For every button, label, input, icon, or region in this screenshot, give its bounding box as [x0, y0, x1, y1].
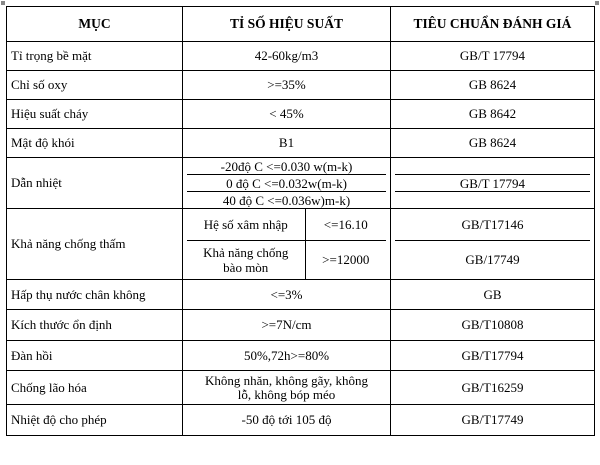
permeability-item: Khả năng chống thấm	[7, 209, 183, 280]
table-row	[7, 341, 595, 371]
row-value: B1	[183, 129, 391, 158]
corner-mark-top-right	[595, 1, 599, 5]
row-value: 50%,72h>=80%	[183, 341, 391, 371]
row-item: Chỉ số oxy	[7, 71, 183, 100]
table-row	[7, 71, 595, 100]
permeability-standard: GB/T17146	[395, 209, 590, 241]
thermal-standard: GB/T 17794	[395, 175, 590, 192]
row-item: Kích thước ổn định	[7, 310, 183, 341]
sub-label-line: bào mòn	[223, 260, 269, 275]
permeability-row	[7, 209, 595, 280]
row-standard: GB	[391, 280, 595, 310]
aging-standard: GB/T16259	[391, 371, 595, 405]
row-value: < 45%	[183, 100, 391, 129]
permeability-sub-value: <=16.10	[305, 209, 386, 241]
specification-table	[6, 6, 595, 436]
row-standard: GB 8624	[391, 71, 595, 100]
header-row	[7, 7, 595, 42]
thermal-value: 0 độ C <=0.032w(m-k)	[187, 175, 386, 192]
corner-mark-top-left	[1, 1, 5, 5]
thermal-value: 40 độ C <=0.036w)m-k)	[222, 192, 351, 208]
thermal-standard	[395, 192, 590, 209]
permeability-subtable	[183, 209, 391, 280]
row-item: Mật độ khói	[7, 129, 183, 158]
thermal-standards	[391, 158, 595, 209]
row-standard: GB 8642	[391, 100, 595, 129]
table-row	[7, 129, 595, 158]
aging-value-line: Không nhăn, không gãy, không	[204, 372, 369, 388]
row-value: 42-60kg/m3	[183, 42, 391, 71]
thermal-item: Dẫn nhiệt	[7, 158, 183, 209]
sub-label-line: Khả năng chống	[203, 245, 289, 260]
table-row	[7, 42, 595, 71]
thermal-row	[7, 158, 595, 209]
header-standard: TIÊU CHUẨN ĐÁNH GIÁ	[391, 7, 595, 42]
aging-row	[7, 371, 595, 405]
row-value: >=7N/cm	[183, 310, 391, 341]
temp-value: -50 độ tới 105 độ	[183, 405, 391, 436]
table-row	[7, 100, 595, 129]
temp-item: Nhiệt độ cho phép	[7, 405, 183, 436]
temp-standard: GB/T17749	[391, 405, 595, 436]
thermal-value: -20độ C <=0.030 w(m-k)	[187, 158, 386, 175]
row-value: >=35%	[183, 71, 391, 100]
table-row	[7, 310, 595, 341]
row-item: Hiệu suất cháy	[7, 100, 183, 129]
row-standard: GB 8624	[391, 129, 595, 158]
row-standard: GB/T17794	[391, 341, 595, 371]
thermal-standard	[395, 158, 590, 175]
row-standard: GB/T 17794	[391, 42, 595, 71]
aging-item: Chống lão hóa	[7, 371, 183, 405]
permeability-sub-label	[187, 241, 305, 280]
header-performance: TỈ SỐ HIỆU SUẤT	[183, 7, 391, 42]
permeability-standard: GB/17749	[465, 252, 520, 267]
temp-row	[7, 405, 595, 436]
aging-value-line: lỗ, không bóp méo	[237, 386, 336, 402]
row-item: Tỉ trọng bề mặt	[7, 42, 183, 71]
aging-value	[183, 371, 391, 405]
row-value: <=3%	[183, 280, 391, 310]
row-item: Đàn hồi	[7, 341, 183, 371]
row-item: Hấp thụ nước chân không	[7, 280, 183, 310]
thermal-values	[183, 158, 391, 209]
permeability-sub-value: >=12000	[322, 252, 370, 267]
row-standard: GB/T10808	[391, 310, 595, 341]
permeability-sub-label: Hệ số xâm nhập	[187, 209, 305, 241]
header-item: MỤC	[7, 7, 183, 42]
permeability-standards	[391, 209, 595, 280]
table-row	[7, 280, 595, 310]
